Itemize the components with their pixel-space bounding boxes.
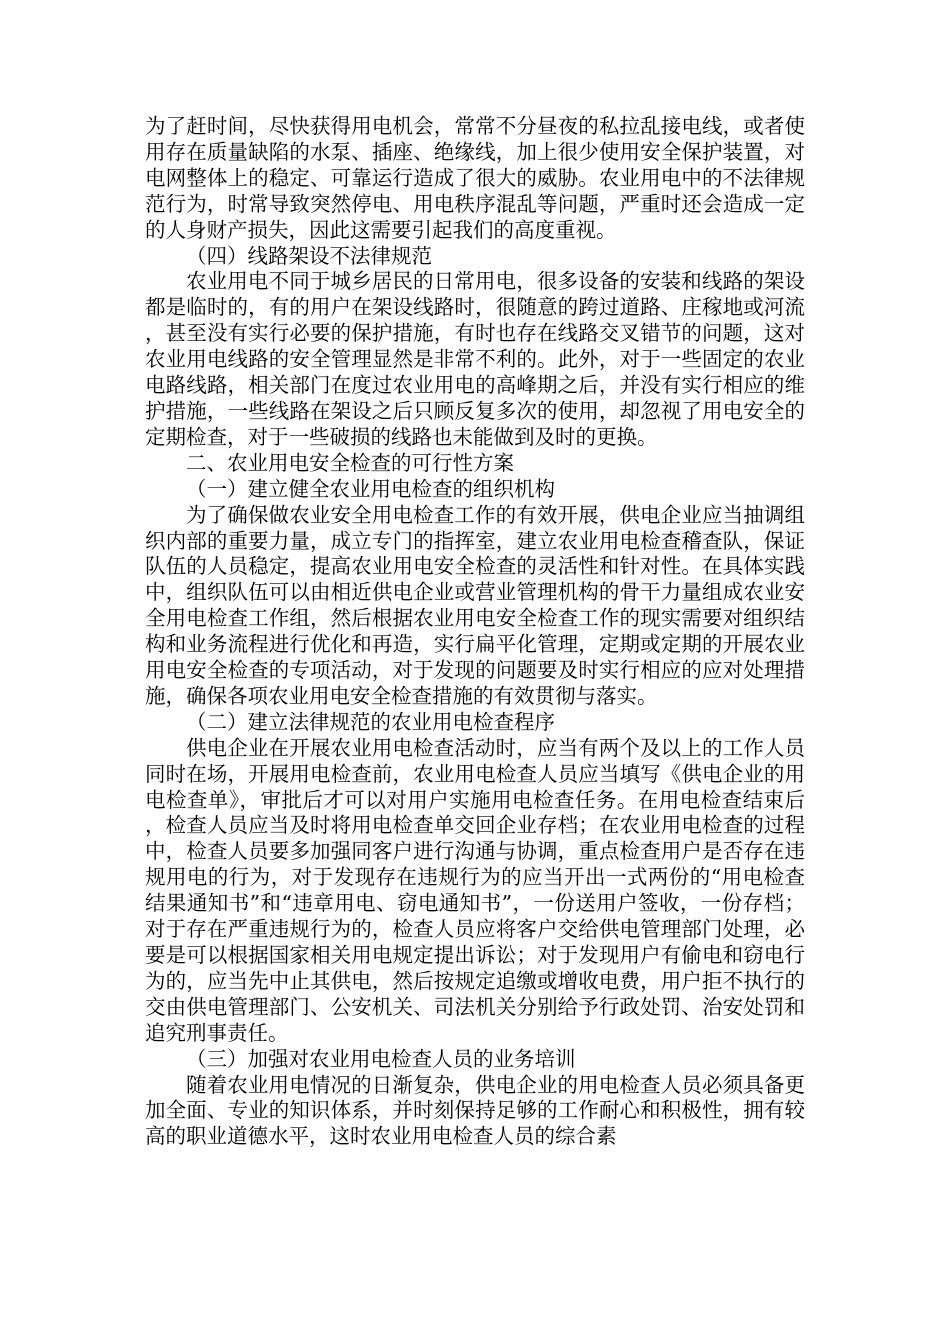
- document-page: [145, 114, 805, 1150]
- paragraph-line-installation: 农业用电不同于城乡居民的日常用电，很多设备的安装和线路的架设都是临时的，有的用户在架设线路时，很随意的跨过道路、庄稼地或河流，甚至没有实行必要的保护措施，有时也存在线路交叉错节的问题，这对农业用电线路的安全管理显然是非常不利的。此外，对于一些固定的农业电路线路，相关部门在度过农业用电的高峰期之后，并没有实行相应的维护措施，一些线路在架设之后只顾反复多次的使用，却忽视了用电安全的定期检查，对于一些破损的线路也未能做到及时的更换。: [145, 269, 805, 449]
- section-heading-organization: （一）建立健全农业用电检查的组织机构: [186, 476, 555, 501]
- paragraph-procedure: 供电企业在开展农业用电检查活动时，应当有两个及以上的工作人员同时在场，开展用电检查前，农业用电检查人员应当填写《供电企业的用电检查单》，审批后才可以对用户实施用电检查任务。在用电检查结束后，检查人员应当及时将用电检查单交回企业存档；在农业用电检查的过程中，检查人员要多加强同客户进行沟通与协调，重点检查用户是否存在违规用电的行为，对于发现存在违规行为的应当开出一式两份的“用电检查结果通知书”和“违章用电、窃电通知书”，一份送用户签收，一份存档；对于存在严重违规行为的，检查人员应将客户交给供电管理部门处理，必要是可以根据国家相关用电规定提出诉讼；对于发现用户有偷电和窃电行为的，应当先中止其供电，然后按规定追缴或增收电费，用户拒不执行的交由供电管理部门、公安机关、司法机关分别给予行政处罚、治安处罚和追究刑事责任。: [145, 735, 805, 1045]
- section-heading-training: （三）加强对农业用电检查人员的业务培训: [186, 1046, 576, 1071]
- chapter-heading-feasibility: 二、农业用电安全检查的可行性方案: [186, 450, 514, 475]
- section-heading-line-installation: （四）线路架设不法律规范: [186, 243, 432, 268]
- paragraph-organization: 为了确保做农业安全用电检查工作的有效开展，供电企业应当抽调组织内部的重要力量，成立专门的指挥室，建立农业用电检查稽查队，保证队伍的人员稳定，提高农业用电安全检查的灵活性和针对性。在具体实践中，组织队伍可以由相近供电企业或营业管理机构的骨干力量组成农业安全用电检查工作组，然后根据农业用电安全检查工作的现实需要对组织结构和业务流程进行优化和再造，实行扁平化管理，定期或定期的开展农业用电安全检查的专项活动，对于发现的问题要及时实行相应的应对处理措施，确保各项农业用电安全检查措施的有效贯彻与落实。: [145, 502, 805, 708]
- paragraph-training: 随着农业用电情况的日渐复杂，供电企业的用电检查人员必须具备更加全面、专业的知识体系，并时刻保持足够的工作耐心和积极性，拥有较高的职业道德水平，这时农业用电检查人员的综合素: [145, 1072, 805, 1149]
- section-heading-procedure: （二）建立法律规范的农业用电检查程序: [186, 709, 555, 734]
- paragraph-continued: 为了赶时间，尽快获得用电机会，常常不分昼夜的私拉乱接电线，或者使用存在质量缺陷的水泵、插座、绝缘线，加上很少使用安全保护装置，对电网整体上的稳定、可靠运行造成了很大的威胁。农业用电中的不法律规范行为，时常导致突然停电、用电秩序混乱等问题，严重时还会造成一定的人身财产损失，因此这需要引起我们的高度重视。: [145, 114, 805, 242]
